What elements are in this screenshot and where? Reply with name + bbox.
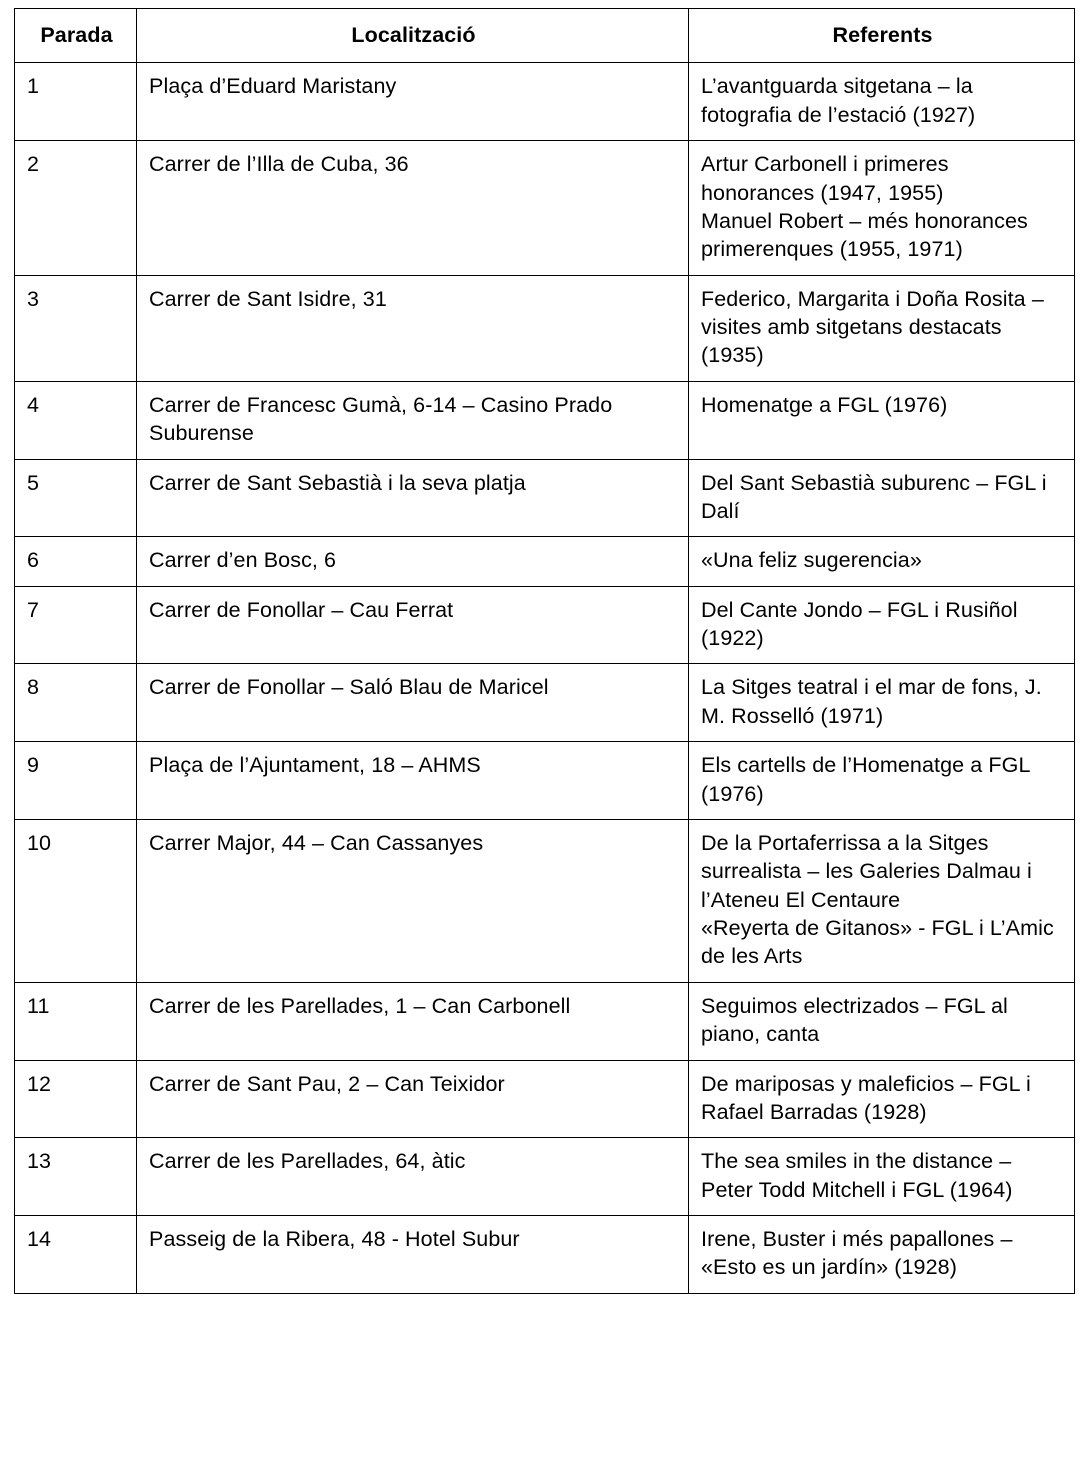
cell-localitzacio — [137, 381, 689, 459]
cell-referents — [689, 664, 1075, 742]
referent-line: Els cartells de l’Homenatge a FGL (1976) — [701, 753, 1030, 806]
localitzacio-line: Plaça d’Eduard Maristany — [149, 74, 397, 99]
localitzacio-line: Carrer de Sant Isidre, 31 — [149, 286, 387, 311]
table-row — [15, 982, 1075, 1060]
table-row — [15, 141, 1075, 276]
localitzacio-line: Carrer de l’Illa de Cuba, 36 — [149, 152, 409, 177]
referent-line: Seguimos electrizados – FGL al piano, canta — [701, 993, 1008, 1047]
table-header — [15, 9, 1075, 63]
cell-parada: 3 — [15, 275, 137, 381]
cell-parada: 11 — [15, 982, 137, 1060]
cell-parada: 10 — [15, 819, 137, 982]
referent-line: De mariposas y maleficios – FGL i Rafael Barradas (1928) — [701, 1071, 1031, 1124]
cell-parada: 4 — [15, 381, 137, 459]
cell-parada: 1 — [15, 63, 137, 141]
cell-parada: 8 — [15, 664, 137, 742]
cell-referents — [689, 819, 1075, 982]
referent-line: La Sitges teatral i el mar de fons, J. M. Rosselló (1971) — [701, 675, 1042, 728]
cell-referents — [689, 459, 1075, 537]
cell-localitzacio — [137, 275, 689, 381]
referent-line: Del Cante Jondo – FGL i Rusiñol (1922) — [701, 597, 1018, 650]
localitzacio-line: Carrer Major, 44 – Can Cassanyes — [149, 830, 484, 855]
referent-line: Homenatge a FGL (1976) — [701, 392, 948, 417]
cell-localitzacio — [137, 819, 689, 982]
cell-referents — [689, 275, 1075, 381]
localitzacio-line: Passeig de la Ribera, 48 - Hotel Subur — [149, 1227, 520, 1251]
cell-localitzacio — [137, 537, 689, 586]
cell-localitzacio — [137, 586, 689, 664]
cell-parada: 7 — [15, 586, 137, 664]
cell-referents — [689, 586, 1075, 664]
cell-referents — [689, 982, 1075, 1060]
cell-referents — [689, 1060, 1075, 1138]
cell-localitzacio — [137, 459, 689, 537]
localitzacio-line: Carrer d’en Bosc, 6 — [149, 548, 337, 573]
cell-referents — [689, 1138, 1075, 1216]
table-row — [15, 275, 1075, 381]
referent-line: Del Sant Sebastià suburenc – FGL i Dalí — [701, 470, 1047, 523]
table-row — [15, 1216, 1075, 1294]
cell-localitzacio — [137, 664, 689, 742]
cell-referents — [689, 63, 1075, 141]
column-header-referents: Referents — [689, 9, 1075, 63]
referent-line: «Reyerta de Gitanos» - FGL i L’Amic de les Arts — [701, 916, 1054, 969]
table-row — [15, 819, 1075, 982]
localitzacio-line: Carrer de les Parellades, 64, àtic — [149, 1149, 466, 1174]
cell-localitzacio — [137, 141, 689, 276]
localitzacio-line: Carrer de Fonollar – Saló Blau de Maricel — [149, 675, 549, 700]
referent-line: Federico, Margarita i Doña Rosita – visites amb sitgetans destacats (1935) — [701, 286, 1044, 368]
table-row — [15, 381, 1075, 459]
table-body — [15, 63, 1075, 1293]
cell-localitzacio — [137, 742, 689, 820]
table-row — [15, 537, 1075, 586]
localitzacio-line: Carrer de Sant Pau, 2 – Can Teixidor — [149, 1071, 505, 1096]
localitzacio-line: Carrer de les Parellades, 1 – Can Carbonell — [149, 993, 571, 1018]
table-header-row — [15, 9, 1075, 63]
column-header-localitzacio: Localització — [137, 9, 689, 63]
cell-parada: 9 — [15, 742, 137, 820]
referent-line: The sea smiles in the distance – Peter Todd Mitchell i FGL (1964) — [701, 1149, 1013, 1202]
cell-referents — [689, 381, 1075, 459]
table-row — [15, 586, 1075, 664]
table-row — [15, 459, 1075, 537]
referent-line: De la Portaferrissa a la Sitges surrealista – les Galeries Dalmau i l’Ateneu El Centaure — [701, 830, 1032, 912]
cell-parada: 13 — [15, 1138, 137, 1216]
table-row — [15, 1138, 1075, 1216]
table-row — [15, 1060, 1075, 1138]
referent-line: Manuel Robert – més honorances primerenques (1955, 1971) — [701, 208, 1028, 262]
localitzacio-line: Plaça de l’Ajuntament, 18 – AHMS — [149, 753, 481, 778]
referent-line: Irene, Buster i més papallones – «Esto es un jardín» (1928) — [701, 1227, 1013, 1280]
table-row — [15, 63, 1075, 141]
cell-localitzacio — [137, 982, 689, 1060]
table-row — [15, 664, 1075, 742]
cell-localitzacio — [137, 1216, 689, 1294]
cell-parada: 2 — [15, 141, 137, 276]
referent-line: L’avantguarda sitgetana – la fotografia de l’estació (1927) — [701, 74, 976, 127]
cell-localitzacio — [137, 1060, 689, 1138]
localitzacio-line: Carrer de Fonollar – Cau Ferrat — [149, 597, 454, 622]
cell-parada: 14 — [15, 1216, 137, 1294]
cell-referents — [689, 742, 1075, 820]
cell-localitzacio — [137, 63, 689, 141]
cell-referents — [689, 537, 1075, 586]
cell-parada: 6 — [15, 537, 137, 586]
localitzacio-line: Carrer de Francesc Gumà, 6-14 – Casino Prado Suburense — [149, 392, 613, 446]
referent-line: «Una feliz sugerencia» — [701, 548, 922, 573]
cell-parada: 5 — [15, 459, 137, 537]
cell-referents — [689, 1216, 1075, 1294]
localitzacio-line: Carrer de Sant Sebastià i la seva platja — [149, 470, 526, 495]
itinerary-stops-table — [14, 8, 1075, 1294]
cell-localitzacio — [137, 1138, 689, 1216]
table-row — [15, 742, 1075, 820]
column-header-parada: Parada — [15, 9, 137, 63]
cell-parada: 12 — [15, 1060, 137, 1138]
cell-referents — [689, 141, 1075, 276]
referent-line: Artur Carbonell i primeres honorances (1947, 1955) — [701, 152, 949, 205]
